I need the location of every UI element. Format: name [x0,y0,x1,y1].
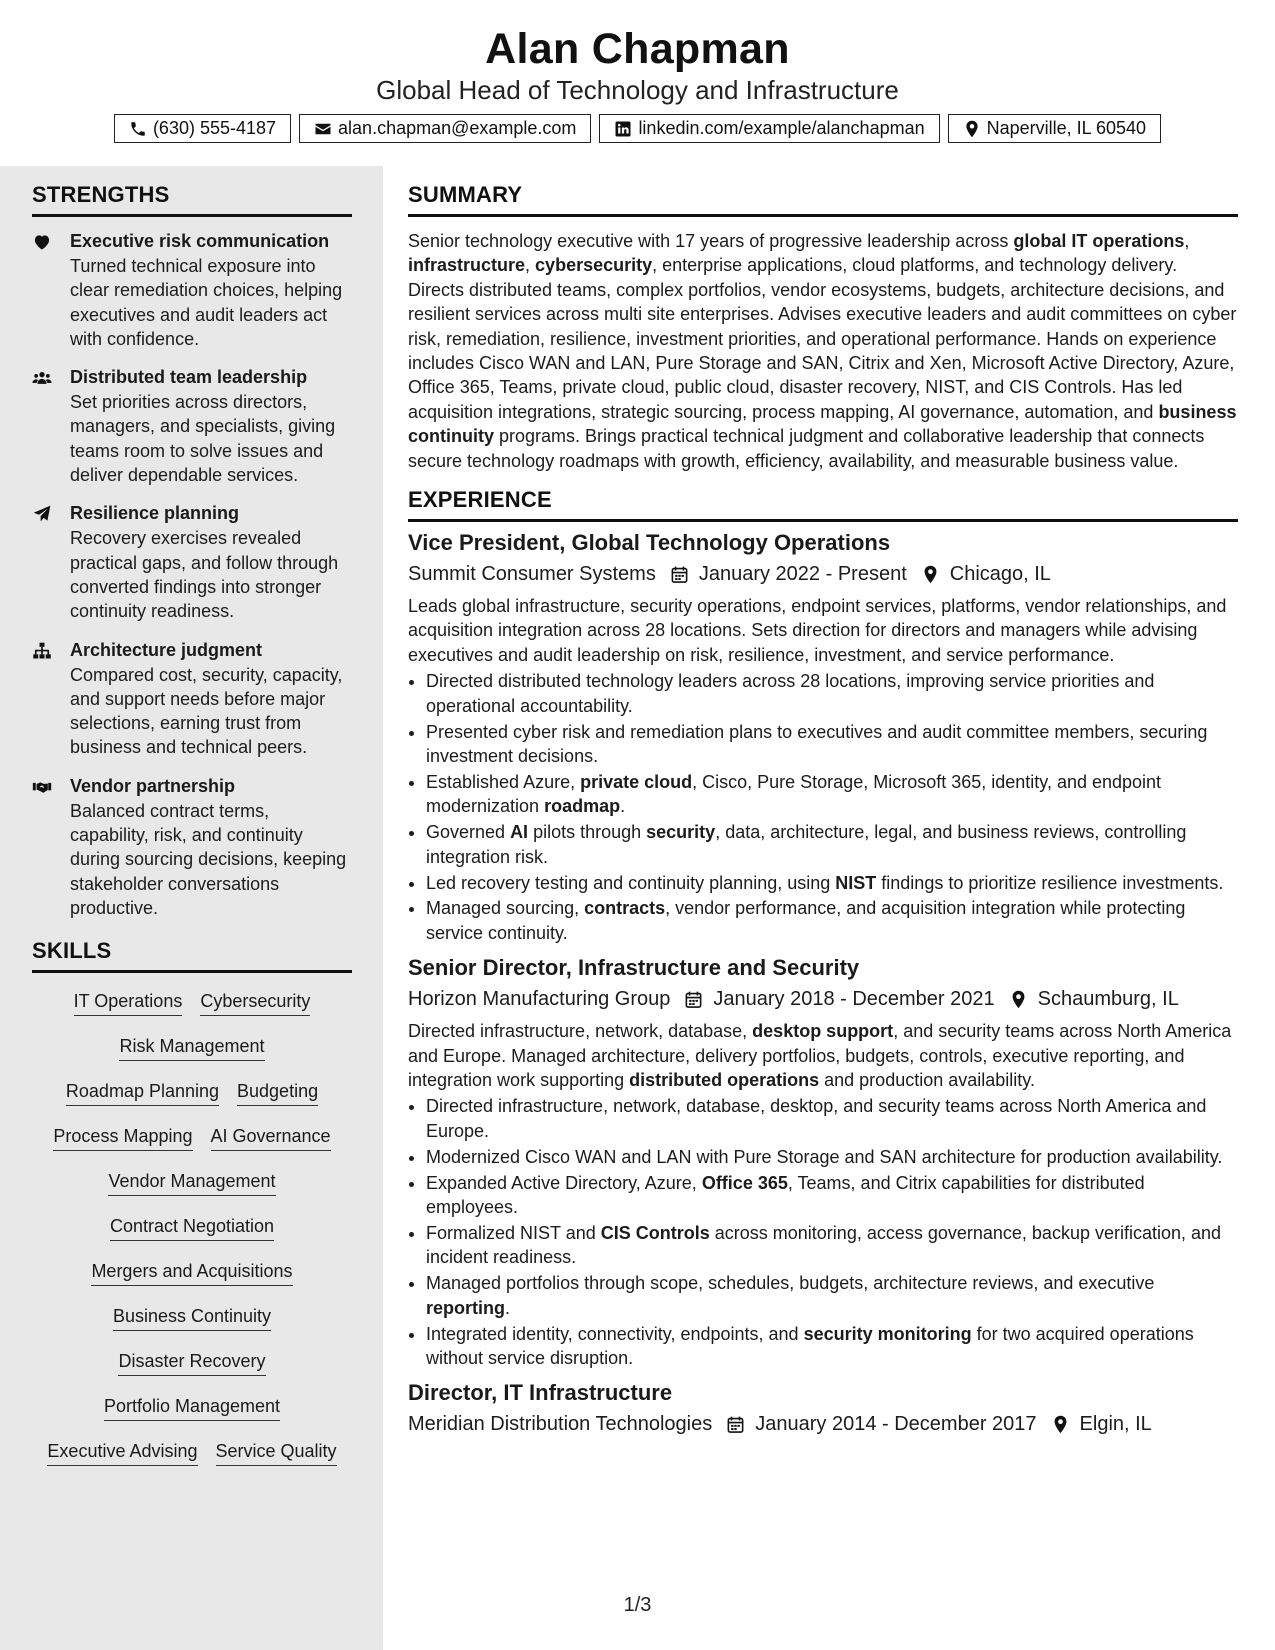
map-marker-icon [963,120,981,138]
right-column [408,182,1238,1444]
text-segment: and production availability. [819,1070,1035,1091]
job-location: Elgin, IL [1079,1413,1152,1436]
bold-text: distributed operations [629,1070,820,1091]
strength-title: Resilience planning [70,503,240,524]
strength-body [70,365,352,487]
skill-tag: Vendor Management [108,1169,275,1196]
text-segment: , vendor performance, and acquisition integration while protecting service continuity. [426,898,1186,943]
job-company: Horizon Manufacturing Group [408,988,671,1011]
job-meta [408,1408,1238,1440]
text-segment: , [525,255,536,276]
bold-text: AI [510,822,529,843]
phone-chip[interactable] [114,114,291,143]
job-bullets [408,669,1238,945]
skill-row [32,1214,352,1259]
experience-heading: EXPERIENCE [408,487,1238,522]
text-segment: findings to prioritize resilience investments. [876,872,1224,893]
text-segment: , [1184,231,1190,251]
bold-text: Office 365 [701,1172,788,1193]
text-segment: Modernized Cisco WAN and LAN with Pure Storage and SAN architecture for production availability. [426,1146,1223,1167]
strength-body [70,638,352,760]
text-segment: , data, architecture, legal, and business reviews, controlling integration risk. [426,822,1187,867]
bullet-item [426,669,1238,718]
text-segment: Established Azure, [426,771,581,792]
linkedin-icon [614,120,632,138]
bold-text: roadmap [544,796,621,817]
bold-text: desktop support [752,1021,894,1042]
skill-tag: Executive Advising [47,1439,197,1466]
strength-title: Distributed team leadership [70,367,308,388]
bold-text: contracts [584,898,666,919]
job-location: Schaumburg, IL [1037,988,1179,1011]
job-bullets [408,1094,1238,1370]
strength-desc: Recovery exercises revealed practical gaps, and follow through converted findings into stronger continuity readiness. [70,528,339,622]
skills-heading: SKILLS [32,938,352,973]
text-segment: pilots through [528,822,647,843]
strength-item [32,501,352,623]
bold-text: NIST [835,872,877,893]
text-segment: Managed portfolios through scope, schedules, budgets, architecture reviews, and executive [426,1273,1155,1294]
location-text: Naperville, IL 60540 [986,118,1147,138]
strength-item [32,365,352,487]
bullet-item [426,720,1238,769]
summary-heading: SUMMARY [408,182,1238,217]
bullet-item [426,820,1238,869]
text-segment: Directed distributed technology leaders across 28 locations, improving service priorities and operational accountability. [426,671,1155,716]
strength-item [32,638,352,760]
job-title: Senior Director, Infrastructure and Security [408,955,860,981]
skill-row [32,1034,352,1079]
sitemap-icon [32,641,52,661]
text-segment: across monitoring, access governance, backup verification, and incident readiness. [426,1223,1222,1268]
calendar-icon [684,990,703,1009]
strength-icon-wrap [32,501,70,623]
users-icon [32,368,52,388]
bold-text: security monitoring [803,1323,972,1344]
job-entry [408,528,1238,945]
text-segment: programs. Brings practical technical judgment and collaborative leadership that connects secure technology roadmaps with growth, efficiency, availability, and measurable business value. [408,426,1205,471]
bold-text: infrastructure [408,255,526,276]
skill-row [32,1124,352,1169]
job-description [408,1019,1238,1092]
skill-row [32,1349,352,1394]
resume-header [0,22,1275,106]
bullet-item [426,896,1238,945]
text-segment: Leads global infrastructure, security operations, endpoint services, platforms, vendor relationships, and acquisition integration across 28 locations. Sets direction for directors and managers while advising executives and audit leadership on risk, resilience, investment, and service performance. [408,596,1227,665]
bullet-item [426,770,1238,819]
job-company: Summit Consumer Systems [408,563,656,586]
page-number: 1/3 [623,1594,652,1616]
job-dates: January 2018 - December 2021 [713,988,995,1011]
bold-text: CIS Controls [600,1223,710,1243]
skill-tag: Risk Management [119,1034,264,1061]
skill-tag: Cybersecurity [200,989,310,1016]
bold-text: security [646,822,716,843]
strength-body [70,229,352,351]
skill-row [32,989,352,1034]
envelope-icon [314,120,332,138]
job-company: Meridian Distribution Technologies [408,1413,713,1436]
text-segment: , and security teams across North America and Europe. Managed architecture, delivery portfolios, budgets, controls, executive reporting, and integration work supporting [408,1021,1232,1091]
job-dates: January 2022 - Present [698,563,907,586]
skill-row [32,1394,352,1439]
text-segment: , enterprise applications, cloud platforms, and technology delivery. Directs distributed teams, complex portfolios, vendor ecosystems, budgets, architecture decisions, and resilient services across multi site enterprises. Advises executive leaders and audit committees on cyber risk, remediation, resilience, investment priorities, and operational performance. Hands on experience includes Cisco WAN and LAN, Pure Storage and SAN, Citrix and Xen, Microsoft Active Directory, Azure, Office 365, Teams, private cloud, public cloud, disaster recovery, NIST, and CIS Controls. Has led acquisition integrations, strategic sourcing, process mapping, AI governance, automation, and [408,255,1237,422]
job-description [408,594,1238,667]
strength-desc: Turned technical exposure into clear remediation choices, helping executives and audit leaders act with confidence. [70,256,343,349]
text-segment: . [620,796,626,817]
strength-item [32,774,352,920]
skill-row [32,1079,352,1124]
text-segment: Integrated identity, connectivity, endpoints, and [426,1323,804,1344]
bold-text: business continuity [408,401,1237,447]
map-marker-icon [1051,1415,1070,1434]
strength-item [32,229,352,351]
skill-tag: AI Governance [211,1124,331,1151]
phone-text: (630) 555-4187 [152,118,277,138]
map-marker-icon [921,565,940,584]
skill-tag: Portfolio Management [104,1394,280,1421]
email-text: alan.chapman@example.com [338,118,577,138]
bullet-item [426,1221,1238,1270]
location-chip[interactable] [948,114,1161,143]
job-meta [408,983,1238,1015]
map-marker-icon [1009,990,1028,1009]
skill-tag: Contract Negotiation [110,1214,274,1241]
strength-desc: Balanced contract terms, capability, risk, and continuity during sourcing decisions, keeping stakeholder conversations productive. [70,800,347,918]
skill-tag: Mergers and Acquisitions [91,1259,292,1286]
text-segment: Expanded Active Directory, Azure, [426,1172,702,1193]
text-segment: Managed sourcing, [426,898,585,919]
calendar-icon [726,1415,745,1434]
job-meta [408,558,1238,590]
email-chip[interactable] [299,114,591,143]
text-segment: Led recovery testing and continuity planning, using [426,872,836,893]
bullet-item [426,1094,1238,1143]
skill-tag: Roadmap Planning [66,1079,219,1106]
bullet-item [426,1145,1238,1169]
bold-text: private cloud [580,771,693,792]
text-segment: Governed [426,822,511,843]
text-segment: , Teams, and Citrix capabilities for distributed employees. [426,1172,1145,1218]
bullet-item [426,1322,1238,1371]
skills-list [32,985,352,1484]
strength-title: Architecture judgment [70,639,263,660]
strengths-heading: STRENGTHS [32,182,352,217]
candidate-name: Alan Chapman [485,25,790,73]
text-segment: for two acquired operations without service disruption. [426,1323,1194,1369]
strength-icon-wrap [32,365,70,487]
phone-icon [129,120,147,138]
skill-row [32,1259,352,1304]
linkedin-text: linkedin.com/example/alanchapman [638,118,925,138]
text-segment: Formalized NIST and [426,1223,601,1243]
strength-icon-wrap [32,229,70,351]
job-title: Vice President, Global Technology Operations [408,530,891,556]
linkedin-chip[interactable] [599,114,939,143]
strength-body [70,774,352,920]
heart-icon [32,232,52,252]
summary-text [408,229,1238,473]
candidate-title: Global Head of Technology and Infrastructure [376,75,899,105]
skill-row [32,1304,352,1349]
job-entry [408,1378,1238,1440]
bullet-item [426,871,1238,895]
skill-tag: Service Quality [216,1439,337,1466]
bullet-item [426,1171,1238,1220]
strength-title: Vendor partnership [70,775,236,796]
skill-row [32,1169,352,1214]
job-title: Director, IT Infrastructure [408,1380,673,1406]
bold-text: cybersecurity [535,255,653,276]
text-segment: . [505,1297,511,1318]
text-segment: Directed infrastructure, network, database, [408,1021,753,1042]
skill-tag: IT Operations [74,989,183,1016]
skill-row [32,1439,352,1484]
bold-text: global IT operations [1013,231,1185,251]
calendar-icon [670,565,689,584]
jobs-list [408,528,1238,1440]
text-segment: Senior technology executive with 17 years of progressive leadership across [408,231,1014,251]
strength-title: Executive risk communication [70,231,330,251]
left-column [32,182,352,1484]
skill-tag: Process Mapping [53,1124,192,1151]
text-segment: , Cisco, Pure Storage, Microsoft 365, identity, and endpoint modernization [426,771,1162,817]
strength-desc: Compared cost, security, capacity, and support needs before major selections, earning trust from business and technical peers. [70,664,343,758]
strength-icon-wrap [32,774,70,920]
job-entry [408,953,1238,1370]
paper-plane-icon [32,504,52,524]
text-segment: Directed infrastructure, network, database, desktop, and security teams across North America and Europe. [426,1096,1207,1141]
skill-tag: Business Continuity [113,1304,271,1331]
strengths-list [32,229,352,920]
handshake-icon [32,777,52,797]
text-segment: Presented cyber risk and remediation plans to executives and audit committee members, securing investment decisions. [426,721,1208,766]
job-location: Chicago, IL [949,563,1051,586]
skill-tag: Budgeting [237,1079,318,1106]
strength-icon-wrap [32,638,70,760]
bullet-item [426,1271,1238,1320]
contact-bar [0,114,1275,143]
bold-text: reporting [426,1297,505,1318]
strength-body [70,501,352,623]
job-dates: January 2014 - December 2017 [755,1413,1037,1436]
skill-tag: Disaster Recovery [118,1349,265,1376]
strength-desc: Set priorities across directors, managers, and specialists, giving teams room to solve issues and deliver dependable services. [70,392,336,486]
